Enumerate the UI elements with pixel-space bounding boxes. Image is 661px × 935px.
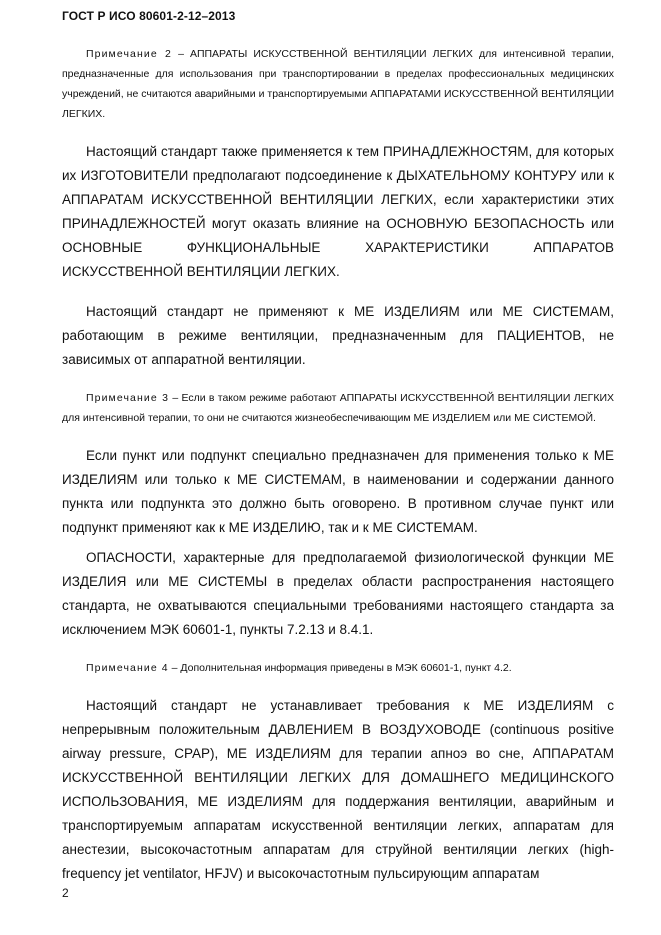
- note-2: [62, 44, 614, 124]
- note-4: [62, 658, 614, 678]
- note-label: Примечание 2: [86, 48, 172, 60]
- note-label: Примечание 4: [86, 662, 169, 674]
- paragraph-hazards: ОПАСНОСТИ, характерные для предполагаемой физиологической функции МЕ ИЗДЕЛИЯ или МЕ СИСТЕМЫ в пределах области распространения настоящего стандарта, не охватываются специальными требованиями настоящего стандарта за исключением МЭК 60601-1, пункты 7.2.13 и 8.4.1.: [62, 550, 614, 637]
- document-header: ГОСТ Р ИСО 80601-2-12–2013: [62, 9, 236, 23]
- note-text: – Если в таком режиме работают АППАРАТЫ ИСКУССТВЕННОЙ ВЕНТИЛЯЦИИ ЛЕГКИХ для интенсивной терапии, то они не считаются жизнеобеспечивающим МЕ ИЗДЕЛИЕМ или МЕ СИСТЕМОЙ.: [62, 392, 615, 424]
- note-label: Примечание 3: [86, 392, 170, 404]
- paragraph-not-applied: Настоящий стандарт не применяют к МЕ ИЗДЕЛИЯМ или МЕ СИСТЕМАМ, работающим в режиме вентиляции, предназначенным для ПАЦИЕНТОВ, не зависимых от аппаратной вентиляции.: [62, 304, 614, 367]
- paragraph-exclusions: Настоящий стандарт не устанавливает требования к МЕ ИЗДЕЛИЯМ с непрерывным положительным ДАВЛЕНИЕМ В ВОЗДУХОВОДЕ (continuous positive airway pressure, CPAP), МЕ ИЗДЕЛИЯМ для терапии апноэ во сне, АППАРАТАМ ИСКУССТВЕННОЙ ВЕНТИЛЯЦИИ ЛЕГКИХ ДЛЯ ДОМАШНЕГО МЕДИЦИНСКОГО ИСПОЛЬЗОВАНИЯ, МЕ ИЗДЕЛИЯМ для поддержания вентиляции, аварийным и транспортируемым аппаратам искусственной вентиляции легких, аппаратам для анестезии, высокочастотным аппаратам для струйной вентиляции легких (high-frequency jet ventilator, HFJV) и высокочастотным пульсирующим аппаратам: [62, 698, 614, 881]
- note-text: – Дополнительная информация приведены в МЭК 60601-1, пункт 4.2.: [168, 662, 512, 674]
- note-3: [62, 388, 614, 428]
- document-body: [62, 44, 614, 886]
- page-number: 2: [62, 886, 69, 900]
- note-text: – АППАРАТЫ ИСКУССТВЕННОЙ ВЕНТИЛЯЦИИ ЛЕГКИХ для интенсивной терапии, предназначенные для использования при транспортировании в пределах профессиональных медицинских учреждений, не считаются аварийными и транспортируемыми АППАРАТАМИ ИСКУССТВЕННОЙ ВЕНТИЛЯЦИИ ЛЕГКИХ.: [62, 48, 614, 120]
- paragraph-clause-scope: Если пункт или подпункт специально предназначен для применения только к МЕ ИЗДЕЛИЯМ или только к МЕ СИСТЕМАМ, в наименовании и содержании данного пункта или подпункта это должно быть оговорено. В противном случае пункт или подпункт применяют как к МЕ ИЗДЕЛИЮ, так и к МЕ СИСТЕМАМ.: [62, 448, 614, 535]
- paragraph-accessories: Настоящий стандарт также применяется к тем ПРИНАДЛЕЖНОСТЯМ, для которых их ИЗГОТОВИТЕЛИ предполагают подсоединение к ДЫХАТЕЛЬНОМУ КОНТУРУ или к АППАРАТАМ ИСКУССТВЕННОЙ ВЕНТИЛЯЦИИ ЛЕГКИХ, если характеристики этих ПРИНАДЛЕЖНОСТЕЙ могут оказать влияние на ОСНОВНУЮ БЕЗОПАСНОСТЬ или ОСНОВНЫЕ ФУНКЦИОНАЛЬНЫЕ ХАРАКТЕРИСТИКИ АППАРАТОВ ИСКУССТВЕННОЙ ВЕНТИЛЯЦИИ ЛЕГКИХ.: [62, 144, 614, 279]
